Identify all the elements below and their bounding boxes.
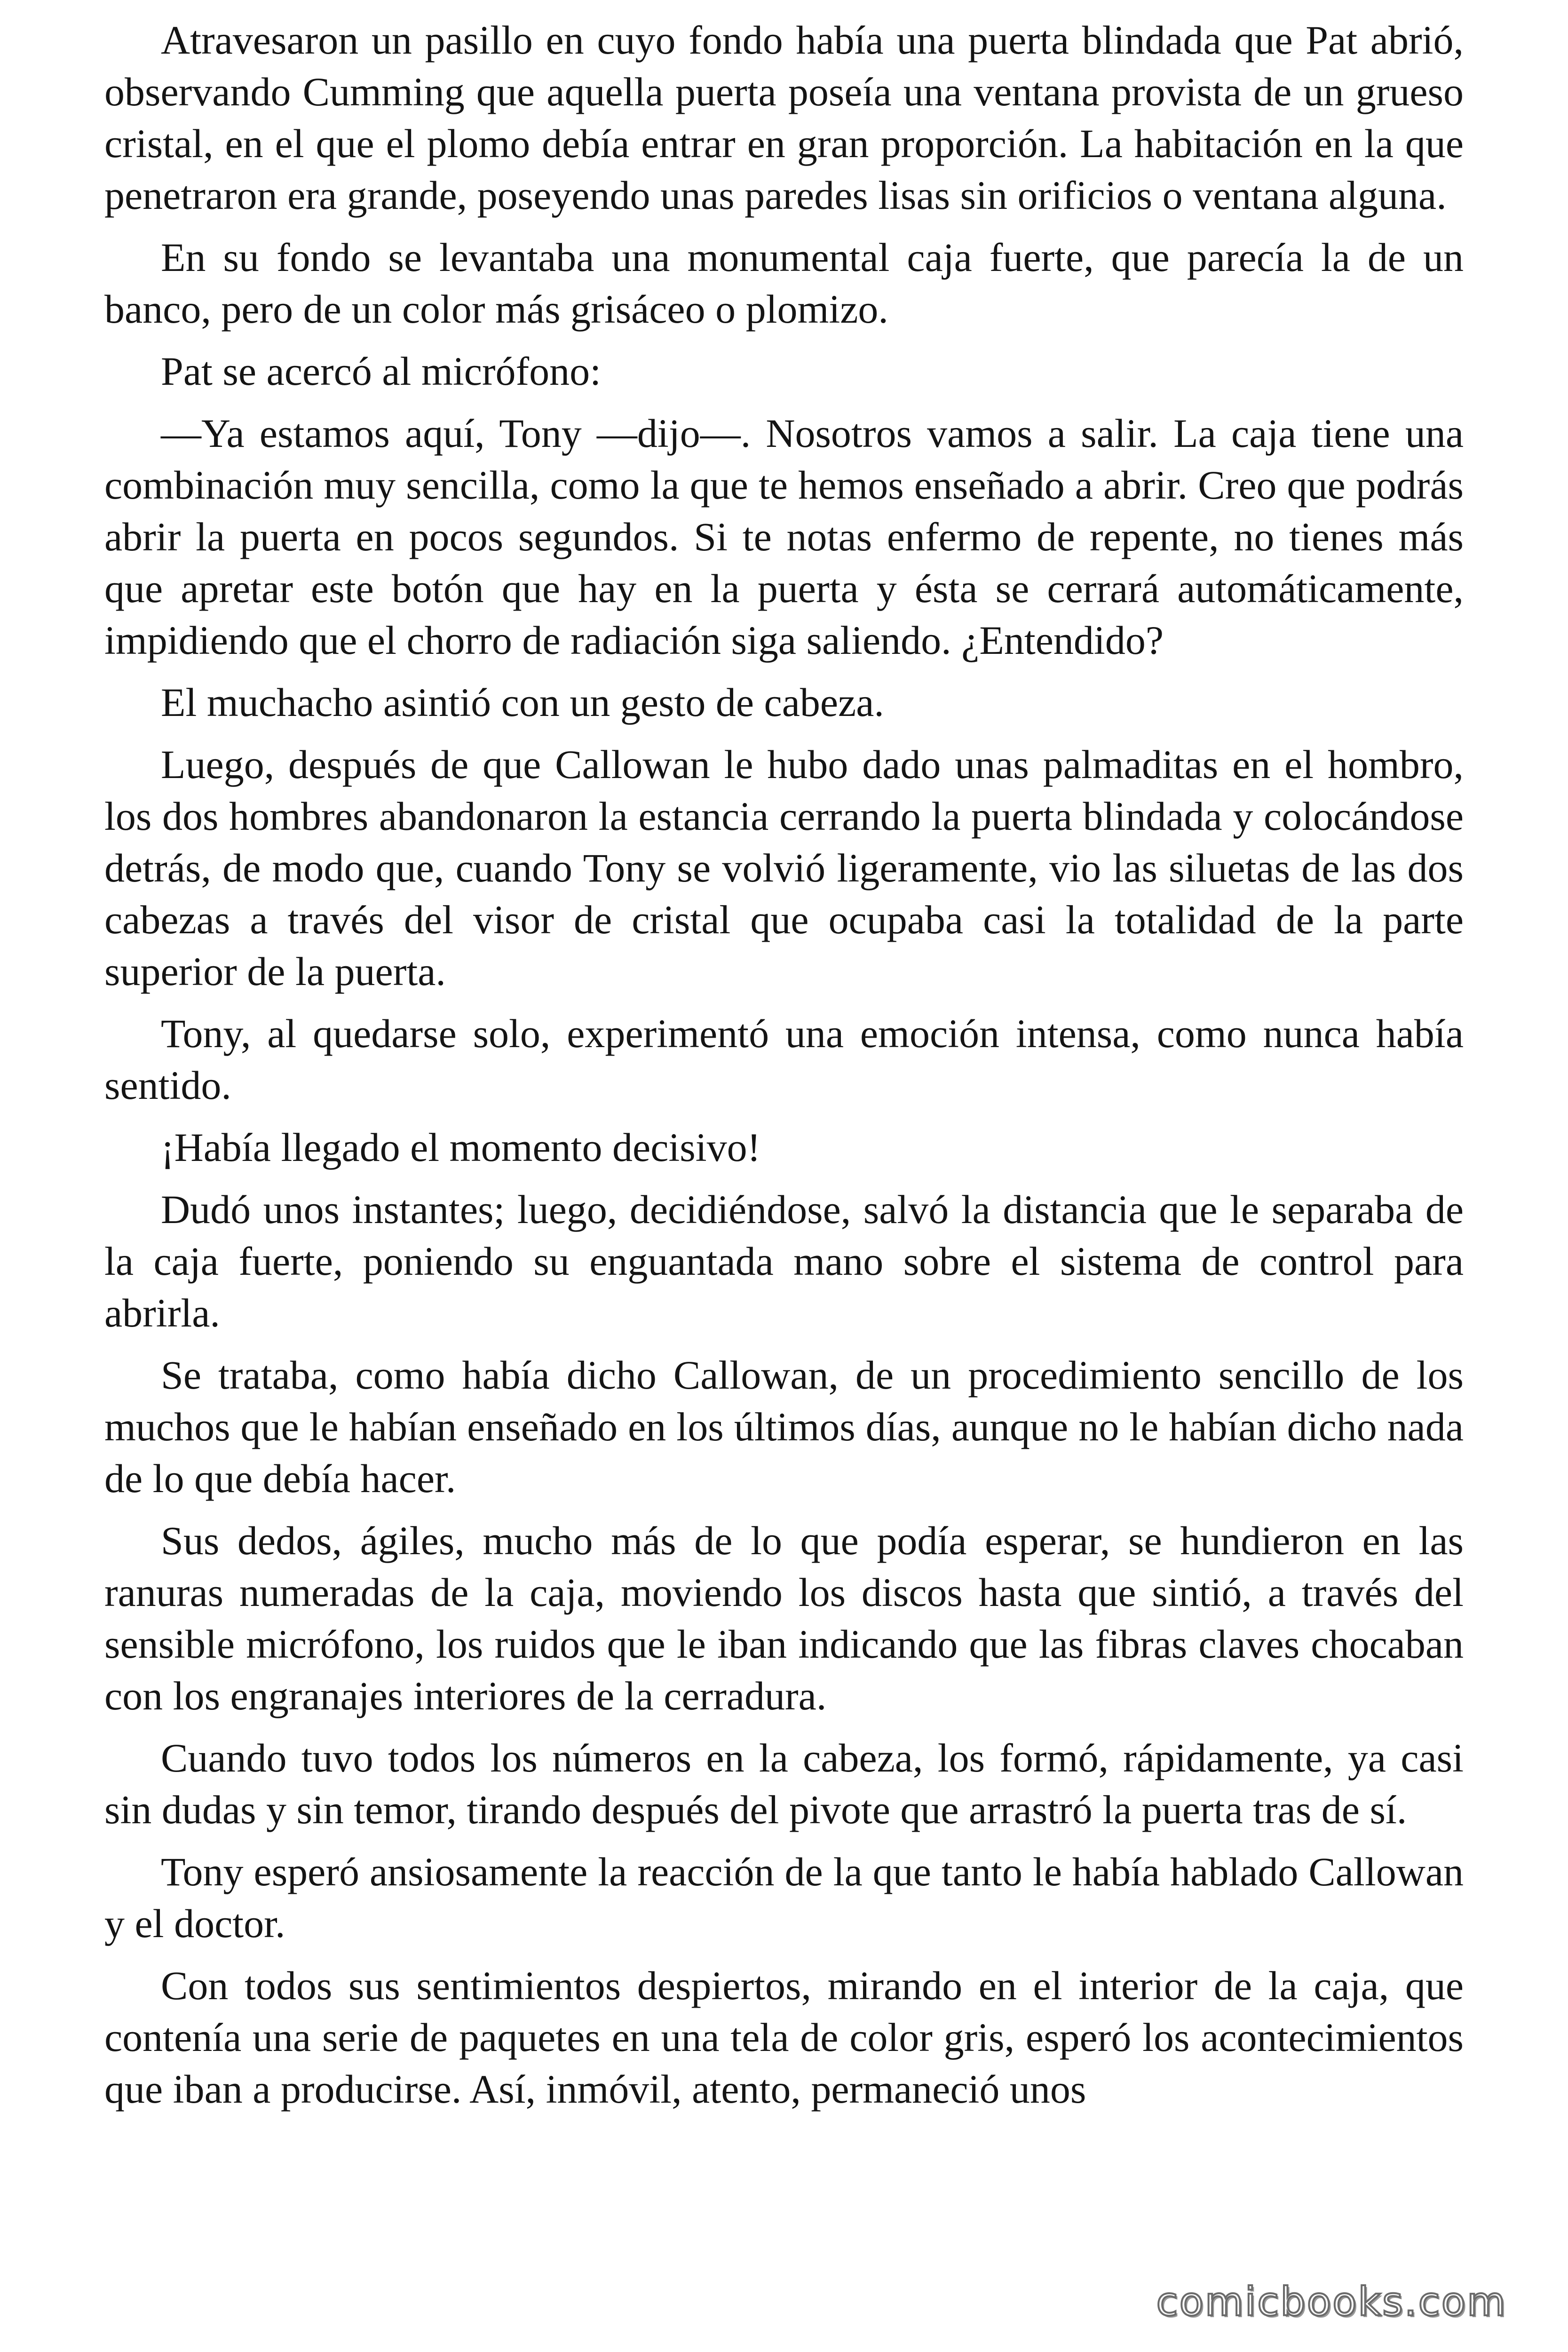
paragraph-3: Pat se acercó al micrófono:	[161, 349, 602, 394]
paragraph-1: Atravesaron un pasillo en cuyo fondo había una puerta blindada que Pat abrió, observando Cumming que aquella puerta poseía una ventana provista de un grueso cristal, en el que el plomo debía entrar en gran proporción. La habitación en la que penetraron era grande, poseyendo unas paredes lisas sin orificios o ventana alguna.	[104, 17, 1464, 218]
paragraph-9: Dudó unos instantes; luego, decidiéndose, salvó la distancia que le separaba de la caja fuerte, poniendo su enguantada mano sobre el sistema de control para abrirla.	[104, 1187, 1464, 1335]
paragraph-14: Con todos sus sentimientos despiertos, mirando en el interior de la caja, que contenía una serie de paquetes en una tela de color gris, esperó los acontecimientos que iban a producirse. Así, inmóvil, atento, permaneció unos	[104, 1963, 1464, 2112]
paragraph-8: ¡Había llegado el momento decisivo!	[161, 1125, 761, 1170]
paragraph-7: Tony, al quedarse solo, experimentó una emoción intensa, como nunca había sentido.	[104, 1011, 1464, 1108]
paragraph-6: Luego, después de que Callowan le hubo dado unas palmaditas en el hombro, los dos hombres abandonaron la estancia cerrando la puerta blindada y colocándose detrás, de modo que, cuando Tony se volvió ligeramente, vio las siluetas de las dos cabezas a través del visor de cristal que ocupaba casi la totalidad de la parte superior de la puerta.	[104, 742, 1464, 994]
paragraph-2: En su fondo se levantaba una monumental caja fuerte, que parecía la de un banco, pero de un color más grisáceo o plomizo.	[104, 235, 1464, 332]
paragraph-11: Sus dedos, ágiles, mucho más de lo que podía esperar, se hundieron en las ranuras numeradas de la caja, moviendo los discos hasta que sintió, a través del sensible micrófono, los ruidos que le iban indicando que las fibras claves chocaban con los engranajes interiores de la cerradura.	[104, 1518, 1464, 1718]
watermark-logo: comicbooks.com	[1156, 2279, 1507, 2325]
paragraph-4: —Ya estamos aquí, Tony —dijo—. Nosotros vamos a salir. La caja tiene una combinación muy sencilla, como la que te hemos enseñado a abrir. Creo que podrás abrir la puerta en pocos segundos. Si te notas enfermo de repente, no tienes más que apretar este botón que hay en la puerta y ésta se cerrará automáticamente, impidiendo que el chorro de radiación siga saliendo. ¿Entendido?	[104, 411, 1464, 663]
page-body	[104, 14, 1464, 2125]
paragraph-5: El muchacho asintió con un gesto de cabeza.	[161, 680, 884, 725]
paragraph-13: Tony esperó ansiosamente la reacción de la que tanto le había hablado Callowan y el doctor.	[104, 1849, 1464, 1946]
paragraph-10: Se trataba, como había dicho Callowan, de un procedimiento sencillo de los muchos que le habían enseñado en los últimos días, aunque no le habían dicho nada de lo que debía hacer.	[104, 1352, 1464, 1501]
paragraph-12: Cuando tuvo todos los números en la cabeza, los formó, rápidamente, ya casi sin dudas y sin temor, tirando después del pivote que arrastró la puerta tras de sí.	[104, 1735, 1464, 1832]
